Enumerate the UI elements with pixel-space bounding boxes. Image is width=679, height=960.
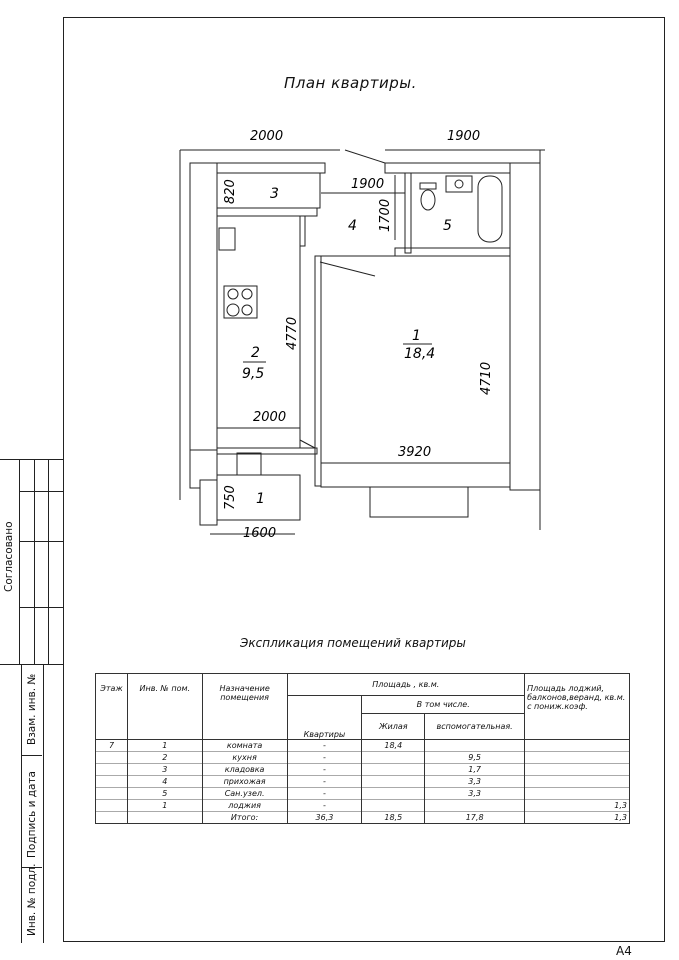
cell-floor xyxy=(96,752,128,764)
cell-num: 1 xyxy=(127,740,202,752)
th-floor: Этаж xyxy=(96,674,128,740)
explication-table xyxy=(95,673,630,824)
room-3-label: 3 xyxy=(270,186,279,202)
cell-loggia xyxy=(525,740,630,752)
dim-room-height: 4710 xyxy=(479,361,494,395)
sign-label: Подпись и дата xyxy=(26,771,38,858)
sink xyxy=(219,228,235,250)
loggia-door xyxy=(370,487,468,517)
cell-name: кладовка xyxy=(202,764,287,776)
cell-apt: - xyxy=(287,752,362,764)
cell-num: 4 xyxy=(127,776,202,788)
wall-right xyxy=(510,163,540,490)
wall-loggia xyxy=(200,480,217,525)
cell-aux xyxy=(425,800,525,812)
table-row xyxy=(96,800,630,812)
cell-loggia xyxy=(525,776,630,788)
th-including: В том числе. xyxy=(362,696,525,714)
table-row xyxy=(96,788,630,800)
bath-tub xyxy=(478,176,502,242)
cell-apt: - xyxy=(287,776,362,788)
closet-small xyxy=(237,453,261,475)
th-area: Площадь , кв.м. xyxy=(287,674,525,696)
agreed-label: Согласовано xyxy=(3,521,15,592)
cell-loggia xyxy=(525,764,630,776)
burner xyxy=(242,289,252,299)
washbasin xyxy=(446,176,472,192)
partition-room xyxy=(315,256,321,486)
dim-loggia-width: 1600 xyxy=(243,526,277,541)
partition-bath-bottom xyxy=(395,248,510,256)
cell-aux: 3,3 xyxy=(425,788,525,800)
cell-apt: - xyxy=(287,800,362,812)
cell-floor xyxy=(96,812,128,824)
dim-corridor: 1900 xyxy=(351,177,385,192)
toilet-tank xyxy=(420,183,436,189)
cell-living xyxy=(362,764,425,776)
cell-aux: 1,7 xyxy=(425,764,525,776)
cell-living: 18,5 xyxy=(362,812,425,824)
th-inv: Инв. № пом. xyxy=(127,674,202,740)
partition-kitchen xyxy=(300,216,305,246)
cell-num: 2 xyxy=(127,752,202,764)
door-line xyxy=(345,150,385,163)
dim-kitchen-width: 2000 xyxy=(253,410,287,425)
dim-top-left: 2000 xyxy=(250,129,284,144)
dim-loggia-height: 750 xyxy=(223,485,238,510)
cell-apt: - xyxy=(287,764,362,776)
cell-apt: 36,3 xyxy=(287,812,362,824)
inv-label: Инв. № подл. xyxy=(26,863,38,936)
cell-living xyxy=(362,776,425,788)
cell-name: лоджия xyxy=(202,800,287,812)
washbasin-drain xyxy=(455,180,463,188)
room-4-label: 4 xyxy=(348,218,357,234)
room-1-area: 18,4 xyxy=(404,346,436,362)
th-purpose: Назначение помещения xyxy=(202,674,287,740)
cell-name: Итого: xyxy=(202,812,287,824)
room-5-label: 5 xyxy=(443,218,452,234)
burner xyxy=(227,304,239,316)
cell-loggia xyxy=(525,752,630,764)
th-auxiliary: вспомогательная. xyxy=(425,714,525,740)
door-line xyxy=(300,440,315,448)
sheet-format: A4 xyxy=(616,944,632,958)
cell-living: 18,4 xyxy=(362,740,425,752)
cell-floor xyxy=(96,776,128,788)
burner xyxy=(242,305,252,315)
cell-floor xyxy=(96,788,128,800)
cell-name: Сан.узел. xyxy=(202,788,287,800)
dim-bath-height: 1700 xyxy=(378,198,393,232)
room-2-area: 9,5 xyxy=(242,366,265,382)
table-title: Экспликация помещений квартиры xyxy=(240,636,466,650)
cell-name: комната xyxy=(202,740,287,752)
cell-floor xyxy=(96,764,128,776)
partition-bath xyxy=(405,173,411,253)
table-row xyxy=(96,740,630,752)
table-row xyxy=(96,752,630,764)
cell-name: кухня xyxy=(202,752,287,764)
cell-loggia: 1,3 xyxy=(525,812,630,824)
cell-living xyxy=(362,752,425,764)
dim-top-right: 1900 xyxy=(447,129,481,144)
plan-title: План квартиры. xyxy=(284,74,417,92)
dim-storage-height: 820 xyxy=(223,179,238,204)
dim-kitchen-height: 4770 xyxy=(285,316,300,350)
th-living: Жилая xyxy=(362,714,425,740)
th-apartment: Квартиры xyxy=(287,696,362,740)
dim-room-width: 3920 xyxy=(398,445,432,460)
toilet xyxy=(421,190,435,210)
table-row xyxy=(96,812,630,824)
cell-aux: 3,3 xyxy=(425,776,525,788)
cell-aux xyxy=(425,740,525,752)
cell-num: 1 xyxy=(127,800,202,812)
cell-living xyxy=(362,788,425,800)
kitchen-bottom-wall xyxy=(217,448,317,454)
cell-floor: 7 xyxy=(96,740,128,752)
room-1-number: 1 xyxy=(412,328,421,344)
table-row xyxy=(96,776,630,788)
cell-aux: 9,5 xyxy=(425,752,525,764)
cell-apt: - xyxy=(287,740,362,752)
vzam-label: Взам. инв. № xyxy=(26,673,38,745)
cell-loggia: 1,3 xyxy=(525,800,630,812)
wall-left xyxy=(190,163,217,450)
room-2-number: 2 xyxy=(251,345,260,361)
loggia-label: 1 xyxy=(256,491,265,507)
door-line xyxy=(320,262,375,276)
cell-num xyxy=(127,812,202,824)
cell-num: 3 xyxy=(127,764,202,776)
cell-apt: - xyxy=(287,788,362,800)
cell-name: прихожая xyxy=(202,776,287,788)
cell-aux: 17,8 xyxy=(425,812,525,824)
cell-loggia xyxy=(525,788,630,800)
th-loggias: Площадь лоджий, балконов,веранд, кв.м. с пониж.коэф. xyxy=(525,674,630,740)
cell-num: 5 xyxy=(127,788,202,800)
table-row xyxy=(96,764,630,776)
cell-living xyxy=(362,800,425,812)
burner xyxy=(228,289,238,299)
cell-floor xyxy=(96,800,128,812)
room-3-wall xyxy=(217,208,317,216)
